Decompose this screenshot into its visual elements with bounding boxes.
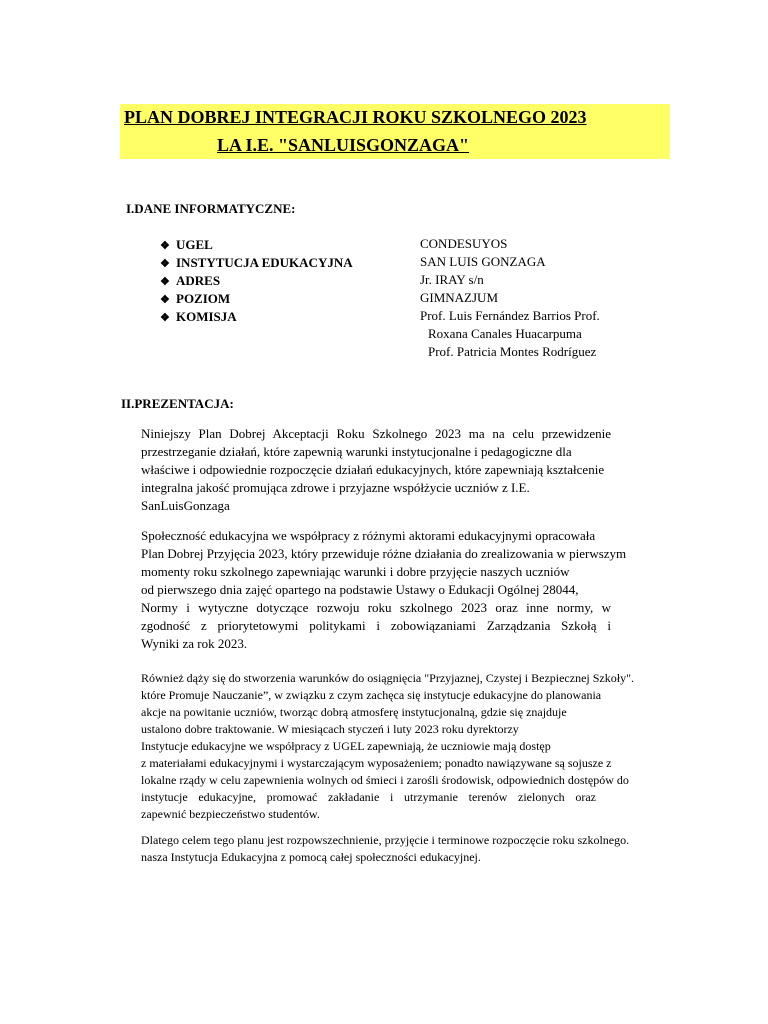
paragraph-line: przestrzeganie działań, które zapewnią warunki instytucjonalne i pedagogiczne dla bbox=[141, 444, 572, 459]
info-label: KOMISJA bbox=[176, 309, 237, 324]
paragraph-line: lokalne rządy w celu zapewnienia wolnych od śmieci i zarośli środowisk, odpowiednich dostępów do bbox=[141, 773, 629, 787]
title-line-1: PLAN DOBREJ INTEGRACJI ROKU SZKOLNEGO 2023 bbox=[124, 107, 587, 127]
diamond-bullet-icon: ❖ bbox=[160, 312, 170, 324]
diamond-bullet-icon: ❖ bbox=[160, 276, 170, 288]
paragraph-line: integralna jakość promująca zdrowe i przyjazne współżycie uczniów z I.E. bbox=[141, 480, 530, 495]
paragraph-line: Instytucje edukacyjne we współpracy z UGEL zapewniają, że uczniowie mają dostęp bbox=[141, 739, 551, 753]
info-value: Roxana Canales Huacarpuma bbox=[428, 326, 582, 341]
paragraph-line: z materiałami edukacyjnymi i wystarczającym wyposażeniem; ponadto nawiązywane są sojusze z bbox=[141, 756, 612, 770]
info-label-item bbox=[160, 237, 213, 254]
paragraph-line: Społeczność edukacyjna we współpracy z różnymi aktorami edukacyjnymi opracowała bbox=[141, 528, 596, 543]
info-value: Jr. IRAY s/n bbox=[420, 272, 484, 287]
paragraph-line: ustalono dobre traktowanie. W miesiącach styczeń i luty 2023 roku dyrektorzy bbox=[141, 722, 519, 736]
diamond-bullet-icon: ❖ bbox=[160, 240, 170, 252]
paragraph-line: Wyniki za rok 2023. bbox=[141, 636, 248, 651]
title-line-2: LA I.E. "SANLUISGONZAGA" bbox=[217, 135, 470, 155]
paragraph-line: od pierwszego dnia zajęć opartego na podstawie Ustawy o Edukacji Ogólnej 28044, bbox=[141, 582, 579, 597]
info-value: CONDESUYOS bbox=[420, 236, 508, 251]
paragraph-line: Również dąży się do stworzenia warunków do osiągnięcia "Przyjaznej, Czystej i Bezpiecznej Szkoły". bbox=[141, 671, 634, 685]
info-label: UGEL bbox=[176, 237, 213, 252]
info-label: POZIOM bbox=[176, 291, 231, 306]
paragraph-line: nasza Instytucja Edukacyjna z pomocą całej społeczności edukacyjnej. bbox=[141, 850, 481, 864]
info-label: INSTYTUCJA EDUKACYJNA bbox=[176, 255, 353, 270]
paragraph-line: akcje na powitanie uczniów, tworząc dobrą atmosferę instytucjonalną, gdzie się znajduje bbox=[141, 705, 567, 719]
info-label-item bbox=[160, 291, 230, 308]
paragraph-line: zapewnić bezpieczeństwo studentów. bbox=[141, 807, 320, 821]
paragraph-line: SanLuisGonzaga bbox=[141, 498, 230, 513]
paragraph-line: właściwe i odpowiednie rozpoczęcie działań edukacyjnych, które zapewniają kształcenie bbox=[141, 462, 605, 477]
info-label-item bbox=[160, 273, 220, 290]
paragraph-line: instytucje edukacyjne, promować zakładanie i utrzymanie terenów zielonych oraz bbox=[141, 790, 596, 804]
diamond-bullet-icon: ❖ bbox=[160, 258, 170, 270]
info-value: GIMNAZJUM bbox=[420, 290, 498, 305]
diamond-bullet-icon: ❖ bbox=[160, 294, 170, 306]
paragraph-line: Plan Dobrej Przyjęcia 2023, który przewiduje różne działania do zrealizowania w pierwszym bbox=[141, 546, 627, 561]
paragraph-line: które Promuje Nauczanie”, w związku z czym zachęca się instytucje edukacyjne do planowania bbox=[141, 688, 602, 702]
info-label-item bbox=[160, 309, 237, 326]
section-heading-general-data: I.DANE INFORMATYCZNE: bbox=[126, 201, 296, 216]
info-value: Prof. Patricia Montes Rodríguez bbox=[428, 344, 597, 359]
section-heading-presentation: II.PREZENTACJA: bbox=[121, 396, 234, 411]
info-value: SAN LUIS GONZAGA bbox=[420, 254, 546, 269]
paragraph-line: Niniejszy Plan Dobrej Akceptacji Roku Szkolnego 2023 ma na celu przewidzenie bbox=[141, 426, 611, 441]
paragraph-line: Dlatego celem tego planu jest rozpowszechnienie, przyjęcie i terminowe rozpoczęcie roku szkolnego. bbox=[141, 833, 630, 847]
paragraph-line: zgodność z priorytetowymi politykami i zobowiązaniami Zarządzania Szkołą i bbox=[141, 618, 611, 633]
paragraph-line: momenty roku szkolnego zapewniając warunki i dobre przyjęcie naszych uczniów bbox=[141, 564, 570, 579]
paragraph-line: Normy i wytyczne dotyczące rozwoju roku szkolnego 2023 oraz inne normy, w bbox=[141, 600, 611, 615]
info-label-item bbox=[160, 255, 353, 272]
info-label: ADRES bbox=[176, 273, 221, 288]
info-value: Prof. Luis Fernández Barrios Prof. bbox=[420, 308, 600, 323]
